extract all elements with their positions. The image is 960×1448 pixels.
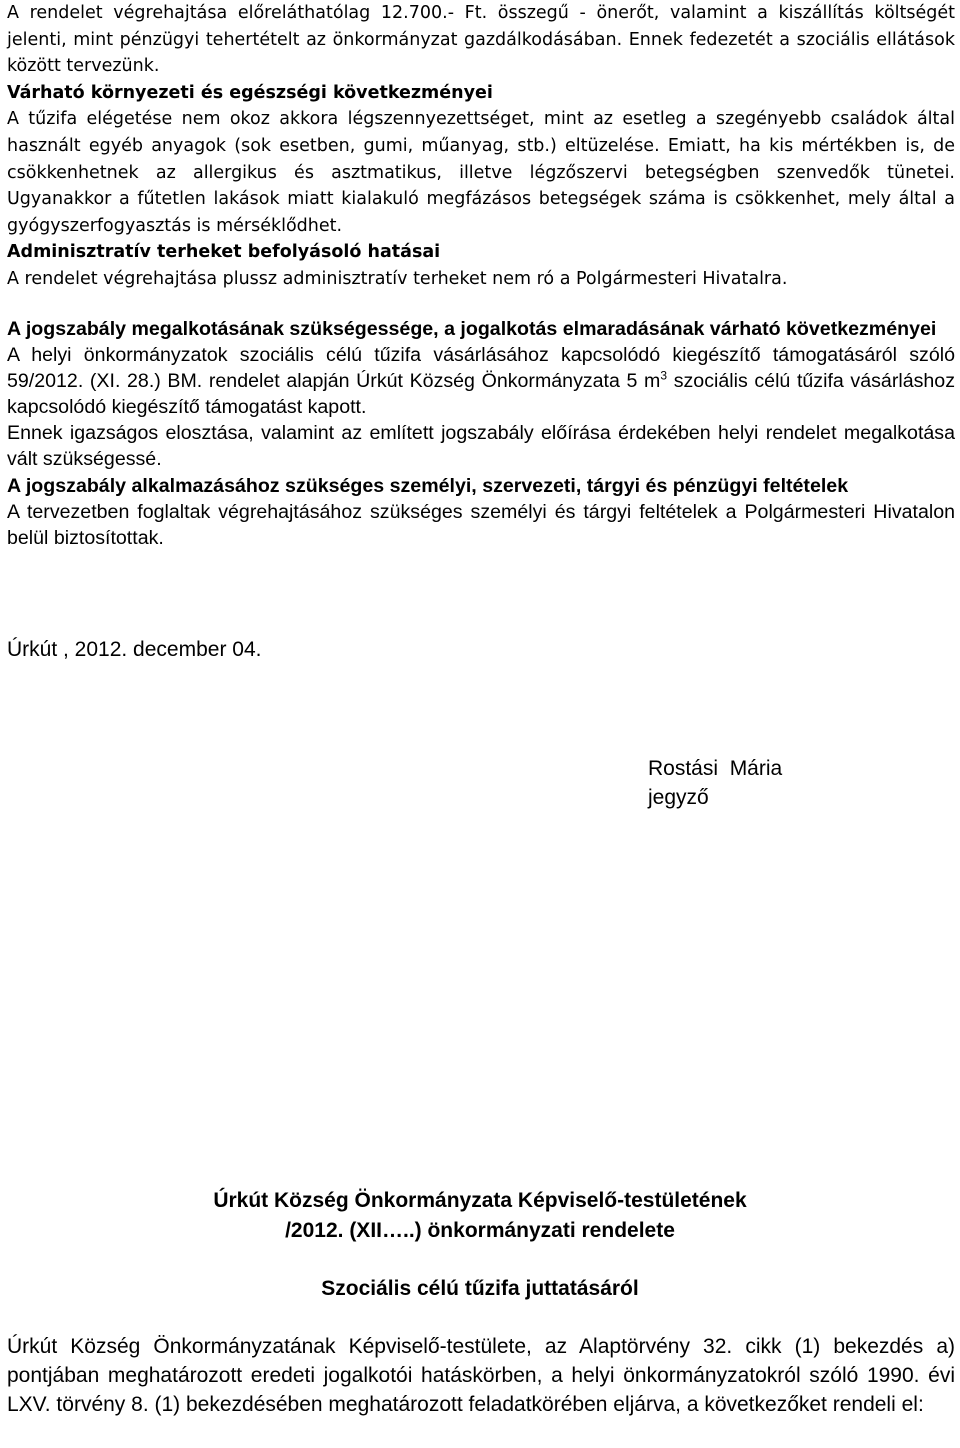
environment-health-text-2: Ugyanakkor a fűtetlen lakások miatt kialakuló megfázásos betegségek száma is csökkenhet, mely által a gyógyszerfogyasztás is mérséklődhet. <box>7 189 955 236</box>
cost-paragraph: A rendelet végrehajtása előreláthatólag 12.700.- Ft. összegű - önerőt, valamint a kiszállítás költségét jelenti, mint pénzügyi tehertételt az önkormányzat gazdálkodásában. Ennek fedezetét a szociális ellátások között tervezünk. <box>7 3 955 77</box>
environment-health-heading: Várható környezeti és egészségi következményei <box>7 82 493 103</box>
decree-title <box>0 1186 960 1246</box>
signatory-name: Rostási Mária <box>648 757 783 780</box>
conditions-heading: A jogszabály alkalmazásához szükséges személyi, szervezeti, tárgyi és pénzügyi feltételek <box>7 474 849 497</box>
decree-title-line-2: /2012. (XII…..) önkormányzati rendelete <box>285 1219 675 1242</box>
signature-block <box>648 754 782 812</box>
administrative-burden-heading: Adminisztratív terheket befolyásoló hatásai <box>7 242 441 263</box>
necessity-section <box>7 316 955 551</box>
support-paragraph <box>7 342 955 420</box>
decree-subtitle: Szociális célú tűzifa juttatásáról <box>321 1277 639 1300</box>
decree-title-line-1: Úrkút Község Önkormányzata Képviselő-testületének <box>213 1189 747 1212</box>
environment-health-paragraph <box>7 106 955 239</box>
support-text-1: A helyi önkormányzatok szociális célú tűzifa vásárlásához kapcsolódó kiegészítő támogatásáról szóló 59/2012. (XI. 28.) BM. rendelet alapján Úrkút Község Önkormányzata 5 m <box>7 344 955 393</box>
support-text-2: szociális célú tűzifa vásárláshoz kapcsolódó kiegészítő támogatást kapott. <box>7 370 955 419</box>
decree-preamble: Úrkút Község Önkormányzatának Képviselő-testülete, az Alaptörvény 32. cikk (1) bekezdés a) pontjában meghatározott eredeti jogalkotói hatáskörben, a helyi önkormányzatokról szóló 1990. évi LXV. törvény 8. (1) bekezdésében meghatározott feladatkörében eljárva, a következőket rendeli el: <box>7 1335 955 1416</box>
conditions-paragraph: A tervezetben foglaltak végrehajtásához szükséges személyi és tárgyi feltételek a Polgármesteri Hivatalon belül biztosítottak. <box>7 500 955 549</box>
place-and-date: Úrkút , 2012. december 04. <box>7 638 262 661</box>
distribution-paragraph: Ennek igazságos elosztása, valamint az említett jogszabály előírása érdekében helyi rendelet megalkotása vált szükségessé. <box>7 422 955 471</box>
administrative-burden-paragraph: A rendelet végrehajtása plussz adminisztratív terheket nem ró a Polgármesteri Hivatalra. <box>7 268 788 289</box>
necessity-heading: A jogszabály megalkotásának szükségessége, a jogalkotás elmaradásának várható következményei <box>7 318 937 340</box>
signatory-role: jegyző <box>648 786 709 809</box>
cubic-superscript: 3 <box>660 368 668 383</box>
impact-assessment-top <box>7 0 955 293</box>
environment-health-text-1: A tűzifa elégetése nem okoz akkora légszennyezettséget, mint az esetleg a szegényebb családok által használt egyéb anyagok (sok esetben, gumi, műanyag, stb.) eltüzelése. Emiatt, ha kis mértékben is, de csökkenhetnek az allergikus és asztmatikus, illetve légzőszervi betegségben szenvedők tünetei. <box>7 109 955 183</box>
